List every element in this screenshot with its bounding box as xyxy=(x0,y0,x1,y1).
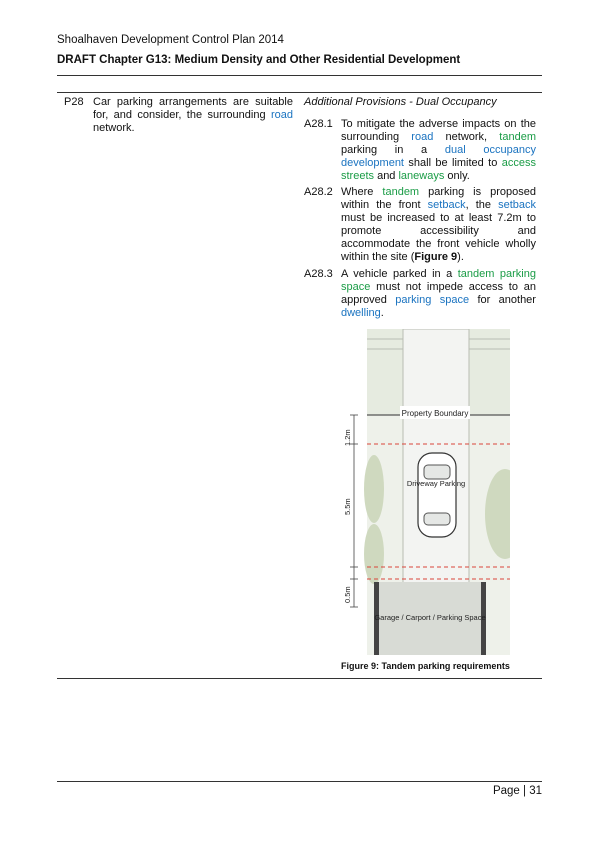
term-dual-occupancy: dual occupancy development xyxy=(341,144,536,169)
term-tandem: tandem xyxy=(382,186,420,198)
property-boundary-label: Property Boundary xyxy=(401,409,469,418)
dimension-label-1-2m: 1.2m xyxy=(343,429,352,446)
footer-rule xyxy=(57,781,542,782)
performance-code: P28 xyxy=(64,96,84,108)
term-road: road xyxy=(270,109,293,121)
p28-text-part: network. xyxy=(93,122,135,134)
term-parking-space: parking space xyxy=(395,294,470,306)
figure-caption: Figure 9: Tandem parking requirements xyxy=(341,661,510,671)
term-tandem-parking-space: tandem parking space xyxy=(341,268,536,293)
figure-ref: Figure 9 xyxy=(414,251,458,263)
term-road: road xyxy=(411,131,434,143)
table-bottom-rule xyxy=(57,678,542,679)
provision-code: A28.1 xyxy=(304,118,333,130)
tandem-parking-diagram xyxy=(340,329,510,655)
dimension-label-5-5m: 5.5m xyxy=(343,498,352,515)
term-laneways: laneways xyxy=(398,170,445,182)
p28-text-part: Car parking arrangements are suitable for, and consider, the surrounding xyxy=(93,96,293,121)
landscaping-left xyxy=(364,455,384,523)
term-setback: setback xyxy=(427,199,466,211)
provision-text-a28-2: Where tandem parking is proposed within the front setback, the setback must be increased to at least 7.2m to promote accessibility and accommodate the front vehicle wholly within the site (Figure 9). xyxy=(341,186,536,263)
term-tandem: tandem xyxy=(499,131,536,143)
performance-text xyxy=(93,96,293,135)
term-access-streets: access streets xyxy=(341,157,536,182)
garage-label: Garage / Carport / Parking Space xyxy=(374,613,486,622)
term-setback: setback xyxy=(498,199,536,211)
page-number: Page | 31 xyxy=(492,785,542,797)
table-top-rule xyxy=(57,92,542,93)
dimension-label-0-5m: 0.5m xyxy=(343,586,352,603)
figure-9-diagram xyxy=(340,329,510,655)
chapter-title: DRAFT Chapter G13: Medium Density and Other Residential Development xyxy=(57,54,461,66)
car-icon xyxy=(418,453,456,537)
landscaping-left xyxy=(364,524,384,584)
term-dwelling: dwelling xyxy=(341,307,381,319)
header-rule xyxy=(57,75,542,76)
provision-code: A28.3 xyxy=(304,268,333,280)
provision-text-a28-1: To mitigate the adverse impacts on the surrounding road network, tandem parking in a dual occupancy development shall be limited to access streets and laneways only. xyxy=(341,118,536,182)
provision-text-a28-3: A vehicle parked in a tandem parking space must not impede access to an approved parking space for another dwelling. xyxy=(341,268,536,319)
driveway-parking-label: Driveway Parking xyxy=(406,479,466,488)
provisions-title: Additional Provisions - Dual Occupancy xyxy=(304,96,497,108)
document-title: Shoalhaven Development Control Plan 2014 xyxy=(57,34,284,46)
provision-code: A28.2 xyxy=(304,186,333,198)
